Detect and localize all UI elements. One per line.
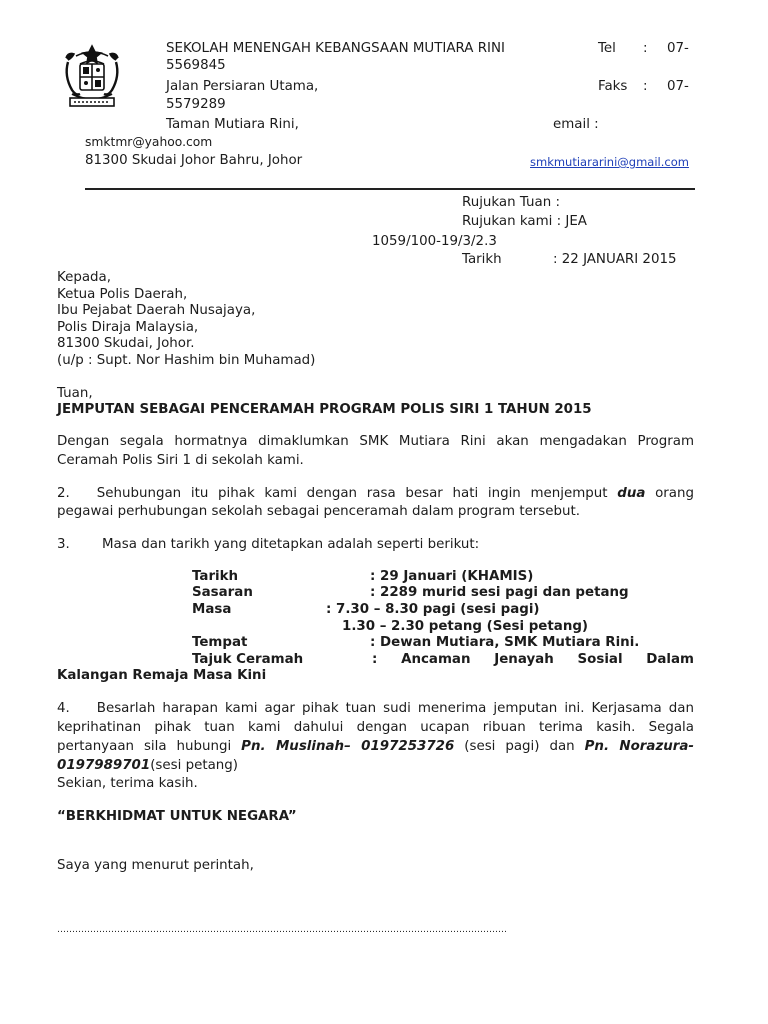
closing: Saya yang menurut perintah,: [57, 858, 254, 873]
tarikh-value: : 22 JANUARI 2015: [553, 252, 677, 267]
recipient-line: (u/p : Supt. Nor Hashim bin Muhamad): [57, 353, 316, 368]
paragraph-4-text: pertanyaan sila hubungi: [57, 739, 232, 754]
detail-tajuk-value: [372, 651, 694, 668]
detail-tajuk-line-2: Kalangan Remaja Masa Kini: [57, 668, 267, 683]
paragraph-4-number: 4.: [57, 701, 70, 716]
paragraph-4-text: (sesi petang): [150, 758, 238, 773]
tel-number: 5569845: [166, 58, 226, 73]
paragraph-3-text: Masa dan tarikh yang ditetapkan adalah seperti berikut:: [102, 537, 480, 552]
reference-number: 1059/100-19/3/2.3: [372, 234, 497, 249]
paragraph-4-text: Besarlah harapan kami agar pihak tuan sudi menerima jemputan ini. Kerjasama dan: [96, 701, 694, 716]
signature-line: ……………………………………………………………………………………………………………………………………: [57, 925, 507, 935]
letterhead-divider: [85, 188, 695, 190]
paragraph-2-line-2: pegawai perhubungan sekolah sebagai penceramah dalam program tersebut.: [57, 504, 581, 519]
recipient-line: Ketua Polis Daerah,: [57, 287, 188, 302]
letter-subject: JEMPUTAN SEBAGAI PENCERAMAH PROGRAM POLIS SIRI 1 TAHUN 2015: [57, 402, 592, 417]
detail-tempat-label: Tempat: [192, 635, 248, 650]
paragraph-1-line-1: Dengan segala hormatnya dimaklumkan SMK Mutiara Rini akan mengadakan Program: [57, 434, 694, 449]
recipient-line: Kepada,: [57, 270, 112, 285]
detail-sasaran-value: : 2289 murid sesi pagi dan petang: [370, 585, 629, 600]
fax-colon: :: [643, 79, 648, 94]
tel-prefix: 07-: [667, 41, 689, 56]
paragraph-4-line-1: [57, 700, 694, 718]
paragraph-4-line-3: [57, 738, 694, 756]
email-link-gmail[interactable]: smkmutiararini@gmail.com: [530, 155, 689, 169]
address-line-3: 81300 Skudai Johor Bahru, Johor: [85, 153, 303, 168]
school-name: SEKOLAH MENENGAH KEBANGSAAN MUTIARA RINI: [166, 41, 505, 56]
paragraph-2-text: Sehubungan itu pihak kami dengan rasa besar hati ingin menjemput: [96, 486, 608, 501]
detail-masa-value-1: : 7.30 – 8.30 pagi (sesi pagi): [326, 602, 540, 617]
address-line-2: Taman Mutiara Rini,: [166, 117, 299, 132]
rujukan-tuan: Rujukan Tuan :: [462, 195, 560, 210]
tel-colon: :: [643, 41, 648, 56]
recipient-line: Polis Diraja Malaysia,: [57, 320, 199, 335]
tajuk-word: Ancaman: [401, 652, 471, 667]
paragraph-2-number: 2.: [57, 486, 70, 501]
paragraph-4-text: (sesi pagi) dan: [464, 739, 575, 754]
email-address-yahoo: smktmr@yahoo.com: [85, 135, 213, 149]
fax-prefix: 07-: [667, 79, 689, 94]
tajuk-word: Dalam: [646, 652, 694, 667]
fax-label: Faks: [598, 79, 628, 94]
detail-tarikh-label: Tarikh: [192, 569, 239, 584]
tajuk-word: :: [372, 652, 378, 667]
malaysia-coat-of-arms-icon: [58, 42, 126, 114]
detail-tarikh-value: : 29 Januari (KHAMIS): [370, 569, 534, 584]
tajuk-word: Jenayah: [494, 652, 554, 667]
tajuk-word: Sosial: [577, 652, 623, 667]
motto: “BERKHIDMAT UNTUK NEGARA”: [57, 809, 297, 824]
recipient-line: 81300 Skudai, Johor.: [57, 336, 195, 351]
contact-norazura: Pn. Norazura-: [584, 739, 694, 754]
sekian: Sekian, terima kasih.: [57, 776, 198, 791]
paragraph-4-line-2: keprihatinan pihak tuan kami dahului dengan ucapan ribuan terima kasih. Segala: [57, 720, 694, 735]
paragraph-4-line-4: [57, 757, 238, 774]
detail-sasaran-label: Sasaran: [192, 585, 253, 600]
tel-label: Tel: [598, 41, 616, 56]
recipient-line: Ibu Pejabat Daerah Nusajaya,: [57, 303, 256, 318]
paragraph-1-line-2: Ceramah Polis Siri 1 di sekolah kami.: [57, 453, 304, 468]
salutation: Tuan,: [57, 386, 93, 401]
paragraph-2-text-end: orang: [655, 486, 694, 501]
detail-masa-label: Masa: [192, 602, 232, 617]
contact-norazura-number: 0197989701: [57, 758, 151, 773]
paragraph-3-number: 3.: [57, 537, 70, 552]
detail-tempat-value: : Dewan Mutiara, SMK Mutiara Rini.: [370, 635, 640, 650]
detail-masa-value-2: 1.30 – 2.30 petang (Sesi petang): [342, 619, 589, 634]
contact-muslinah: Pn. Muslinah– 0197253726: [241, 739, 455, 754]
rujukan-kami: Rujukan kami : JEA: [462, 214, 587, 229]
address-line-1: Jalan Persiaran Utama,: [166, 79, 319, 94]
paragraph-2-emphasis: dua: [617, 486, 646, 501]
fax-number: 5579289: [166, 97, 226, 112]
email-label: email :: [553, 117, 599, 132]
tarikh-label: Tarikh: [462, 252, 502, 267]
paragraph-2-line-1: [57, 485, 694, 503]
detail-tajuk-label: Tajuk Ceramah: [192, 652, 304, 667]
